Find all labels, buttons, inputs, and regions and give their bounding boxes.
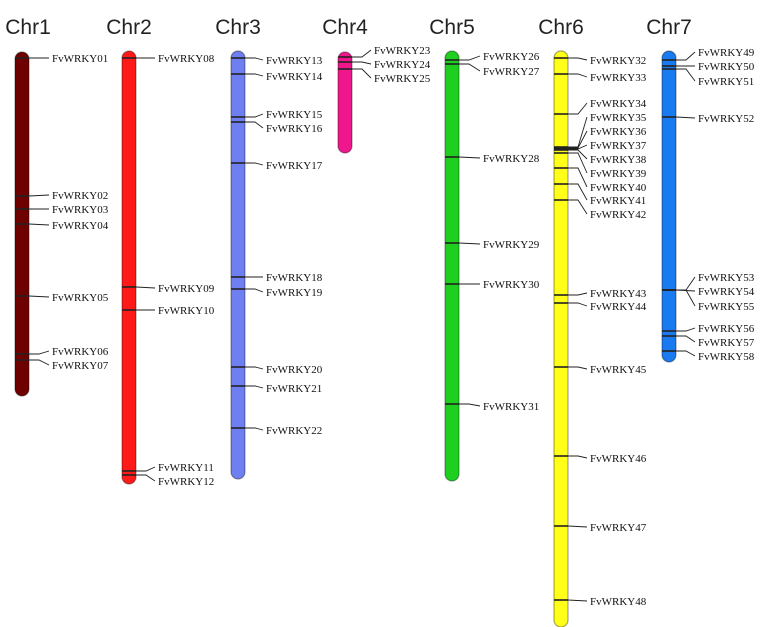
gene-label: FvWRKY53 (698, 272, 755, 284)
gene-leader (136, 475, 155, 481)
gene-leader (352, 69, 371, 78)
gene-label: FvWRKY55 (698, 301, 755, 313)
gene-label: FvWRKY23 (374, 45, 431, 57)
gene-leader (568, 184, 587, 200)
gene-label: FvWRKY49 (698, 47, 755, 59)
gene-label: FvWRKY43 (590, 288, 647, 300)
gene-leader (29, 360, 49, 365)
gene-leader (245, 122, 263, 128)
gene-FvWRKY23 (338, 45, 431, 57)
gene-label: FvWRKY44 (590, 301, 647, 313)
gene-leader (29, 351, 49, 354)
gene-leader (568, 303, 587, 306)
gene-label: FvWRKY24 (374, 59, 431, 71)
chr4-group (322, 16, 430, 153)
gene-leader (676, 277, 695, 290)
gene-label: FvWRKY39 (590, 168, 647, 180)
chr7-body (662, 51, 676, 362)
gene-leader (568, 150, 587, 159)
gene-leader (676, 351, 695, 356)
gene-leader (568, 117, 587, 147)
chr6-title: Chr6 (538, 16, 584, 39)
gene-label: FvWRKY26 (483, 51, 540, 63)
gene-label: FvWRKY45 (590, 364, 647, 376)
gene-leader (676, 69, 695, 81)
gene-label: FvWRKY03 (52, 204, 109, 216)
gene-label: FvWRKY40 (590, 182, 647, 194)
gene-label: FvWRKY56 (698, 323, 755, 335)
gene-leader (245, 58, 263, 60)
gene-label: FvWRKY19 (266, 287, 323, 299)
gene-label: FvWRKY05 (52, 292, 109, 304)
gene-label: FvWRKY10 (158, 305, 215, 317)
gene-leader (459, 243, 480, 244)
gene-leader (245, 114, 263, 117)
gene-leader (568, 74, 587, 77)
gene-label: FvWRKY47 (590, 522, 647, 534)
gene-leader (568, 456, 587, 458)
chr7-group (646, 16, 754, 363)
gene-label: FvWRKY06 (52, 346, 109, 358)
gene-label: FvWRKY58 (698, 351, 755, 363)
gene-leader (568, 200, 587, 214)
gene-label: FvWRKY20 (266, 364, 323, 376)
gene-label: FvWRKY11 (158, 462, 214, 474)
gene-leader (352, 50, 371, 57)
gene-label: FvWRKY34 (590, 98, 647, 110)
chr3-body (231, 51, 245, 479)
gene-label: FvWRKY18 (266, 272, 323, 284)
chr2-body (122, 51, 136, 484)
gene-leader (568, 293, 587, 295)
gene-leader (352, 62, 371, 64)
chr3-group (215, 16, 322, 479)
gene-label: FvWRKY30 (483, 279, 540, 291)
gene-label: FvWRKY22 (266, 425, 323, 437)
gene-label: FvWRKY13 (266, 55, 323, 67)
chr1-group (5, 16, 108, 396)
gene-leader (459, 157, 480, 158)
gene-leader (459, 56, 480, 60)
gene-label: FvWRKY15 (266, 109, 323, 121)
gene-leader (459, 404, 480, 406)
chr6-body (554, 51, 568, 627)
gene-label: FvWRKY21 (266, 383, 323, 395)
chr5-title: Chr5 (429, 16, 475, 39)
gene-label: FvWRKY02 (52, 190, 109, 202)
gene-label: FvWRKY38 (590, 154, 647, 166)
gene-leader (245, 163, 263, 165)
chr2-title: Chr2 (106, 16, 152, 39)
gene-leader (568, 58, 587, 60)
gene-leader (676, 52, 695, 60)
chr7-title: Chr7 (646, 16, 692, 39)
gene-label: FvWRKY37 (590, 140, 647, 152)
gene-label: FvWRKY12 (158, 476, 215, 488)
gene-label: FvWRKY04 (52, 220, 109, 232)
gene-leader (568, 131, 587, 148)
gene-label: FvWRKY14 (266, 71, 323, 83)
gene-label: FvWRKY32 (590, 55, 647, 67)
gene-leader (459, 64, 480, 71)
gene-label: FvWRKY51 (698, 76, 755, 88)
chr3-title: Chr3 (215, 16, 261, 39)
gene-leader (676, 290, 695, 306)
gene-label: FvWRKY41 (590, 195, 647, 207)
gene-leader (245, 386, 263, 388)
chr4-title: Chr4 (322, 16, 368, 39)
gene-label: FvWRKY31 (483, 401, 540, 413)
gene-label: FvWRKY52 (698, 113, 755, 125)
chr1-title: Chr1 (5, 16, 51, 39)
gene-label: FvWRKY46 (590, 453, 647, 465)
gene-leader (245, 74, 263, 76)
gene-leader (245, 367, 263, 369)
gene-label: FvWRKY54 (698, 286, 755, 298)
gene-label: FvWRKY25 (374, 73, 431, 85)
gene-leader (29, 195, 49, 196)
gene-leader (29, 296, 49, 297)
chr2-group (106, 16, 214, 488)
chr5-body (445, 51, 459, 481)
gene-label: FvWRKY50 (698, 61, 755, 73)
gene-label: FvWRKY27 (483, 66, 540, 78)
gene-label: FvWRKY42 (590, 209, 647, 221)
gene-leader (676, 328, 695, 331)
gene-label: FvWRKY08 (158, 53, 215, 65)
gene-leader (136, 287, 155, 288)
gene-leader (568, 103, 587, 114)
gene-label: FvWRKY35 (590, 112, 647, 124)
gene-leader (676, 117, 695, 118)
gene-label: FvWRKY17 (266, 160, 323, 172)
gene-leader (568, 600, 587, 601)
gene-leader (136, 467, 155, 471)
gene-label: FvWRKY57 (698, 337, 755, 349)
gene-label: FvWRKY29 (483, 239, 540, 251)
gene-label: FvWRKY01 (52, 53, 109, 65)
chr5-group (429, 16, 539, 481)
gene-label: FvWRKY07 (52, 360, 109, 372)
gene-leader (29, 224, 49, 225)
chr6-group (538, 16, 646, 627)
gene-label: FvWRKY36 (590, 126, 647, 138)
gene-label: FvWRKY28 (483, 153, 540, 165)
gene-leader (568, 367, 587, 369)
gene-leader (245, 428, 263, 430)
gene-leader (245, 289, 263, 292)
gene-leader (568, 526, 587, 527)
gene-label: FvWRKY48 (590, 596, 647, 608)
gene-label: FvWRKY33 (590, 72, 647, 84)
gene-label: FvWRKY16 (266, 123, 323, 135)
gene-leader (676, 336, 695, 342)
chr4-body (338, 52, 352, 153)
gene-label: FvWRKY09 (158, 283, 215, 295)
